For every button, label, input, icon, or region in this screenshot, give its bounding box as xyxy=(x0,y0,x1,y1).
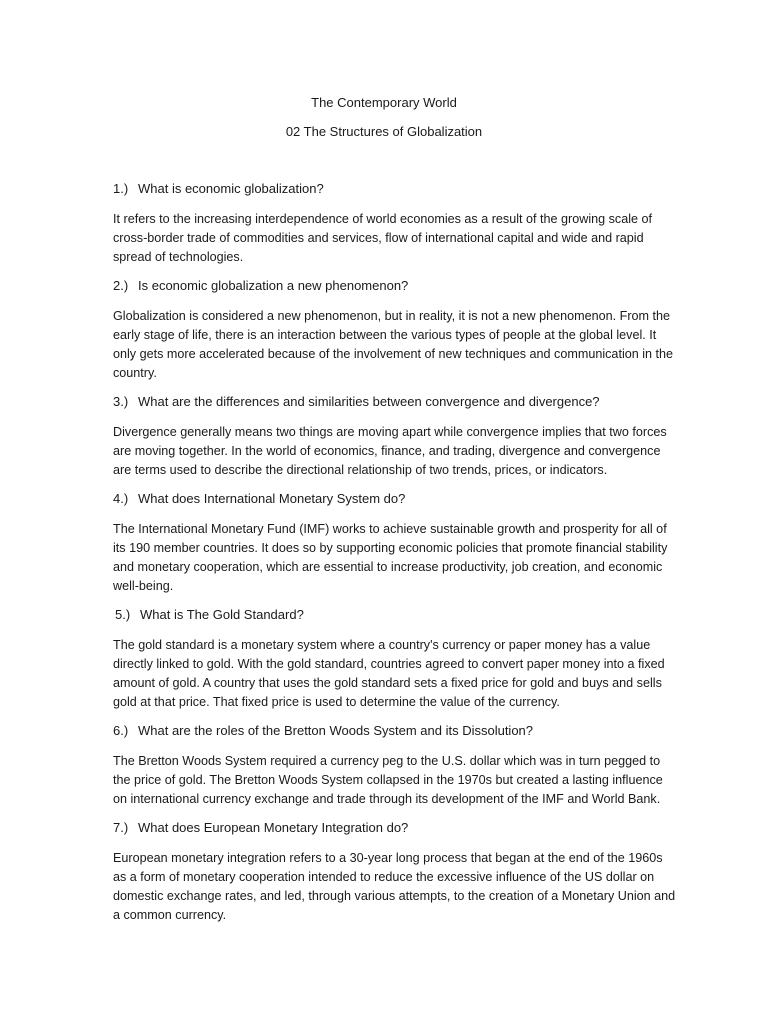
question xyxy=(113,820,678,836)
qa-item xyxy=(113,491,678,596)
question xyxy=(115,607,678,623)
question-number: 7.) xyxy=(113,820,129,835)
qa-item xyxy=(113,820,678,925)
document-subtitle: 02 The Structures of Globalization xyxy=(285,124,483,139)
question-text: What is The Gold Standard? xyxy=(140,607,304,622)
question-text: What is economic globalization? xyxy=(138,181,324,196)
question-number: 4.) xyxy=(113,491,129,506)
question-text: What does European Monetary Integration do? xyxy=(138,820,409,835)
qa-item xyxy=(113,394,678,480)
answer-text: Globalization is considered a new phenomenon, but in reality, it is not a new phenomenon. From the early stage of life, there is an interaction between the various types of people at the global level. It only gets more accelerated because of the involvement of new techniques and communication in the country. xyxy=(113,309,674,380)
question xyxy=(113,394,678,410)
answer-text: It refers to the increasing interdependence of world economies as a result of the growing scale of cross-border trade of commodities and services, flow of international capital and wide and rapid spread of technologies. xyxy=(113,212,653,264)
qa-item xyxy=(113,181,678,267)
question-number: 3.) xyxy=(113,394,129,409)
question-text: What are the roles of the Bretton Woods System and its Dissolution? xyxy=(138,723,534,738)
question-number: 5.) xyxy=(115,607,131,622)
answer-text: Divergence generally means two things are moving apart while convergence implies that two forces are moving together. In the world of economics, finance, and trading, divergence and convergence are terms used to describe the directional relationship of two trends, prices, or indicators. xyxy=(113,425,667,477)
question xyxy=(113,723,678,739)
question-number: 1.) xyxy=(113,181,129,196)
question-number: 6.) xyxy=(113,723,129,738)
answer-text: The gold standard is a monetary system where a country's currency or paper money has a value directly linked to gold. With the gold standard, countries agreed to convert paper money into a fixed amount of gold. A country that uses the gold standard sets a fixed price for gold and buys and sells gold at that price. That fixed price is used to determine the value of the currency. xyxy=(113,638,665,709)
answer-text: The Bretton Woods System required a currency peg to the U.S. dollar which was in turn pegged to the price of gold. The Bretton Woods System collapsed in the 1970s but created a lasting influence on international currency exchange and trade through its development of the IMF and World Bank. xyxy=(113,754,663,806)
question xyxy=(113,278,678,294)
question-text: What are the differences and similarities between convergence and divergence? xyxy=(138,394,600,409)
question-text: What does International Monetary System do? xyxy=(138,491,406,506)
qa-item xyxy=(113,278,678,383)
question-number: 2.) xyxy=(113,278,129,293)
question xyxy=(113,491,678,507)
answer-text: The International Monetary Fund (IMF) works to achieve sustainable growth and prosperity for all of its 190 member countries. It does so by supporting economic policies that promote financial stability and monetary cooperation, which are essential to increase productivity, job creation, and economic well-being. xyxy=(113,522,668,593)
answer-text: European monetary integration refers to a 30-year long process that began at the end of the 1960s as a form of monetary cooperation intended to reduce the excessive influence of the US dollar on domestic exchange rates, and led, through various attempts, to the creation of a Monetary Union and a common currency. xyxy=(113,851,676,922)
qa-item xyxy=(113,607,678,712)
qa-item xyxy=(113,723,678,809)
document-title: The Contemporary World xyxy=(311,95,457,110)
question xyxy=(113,181,678,197)
question-text: Is economic globalization a new phenomenon? xyxy=(138,278,409,293)
qa-list xyxy=(113,181,678,936)
